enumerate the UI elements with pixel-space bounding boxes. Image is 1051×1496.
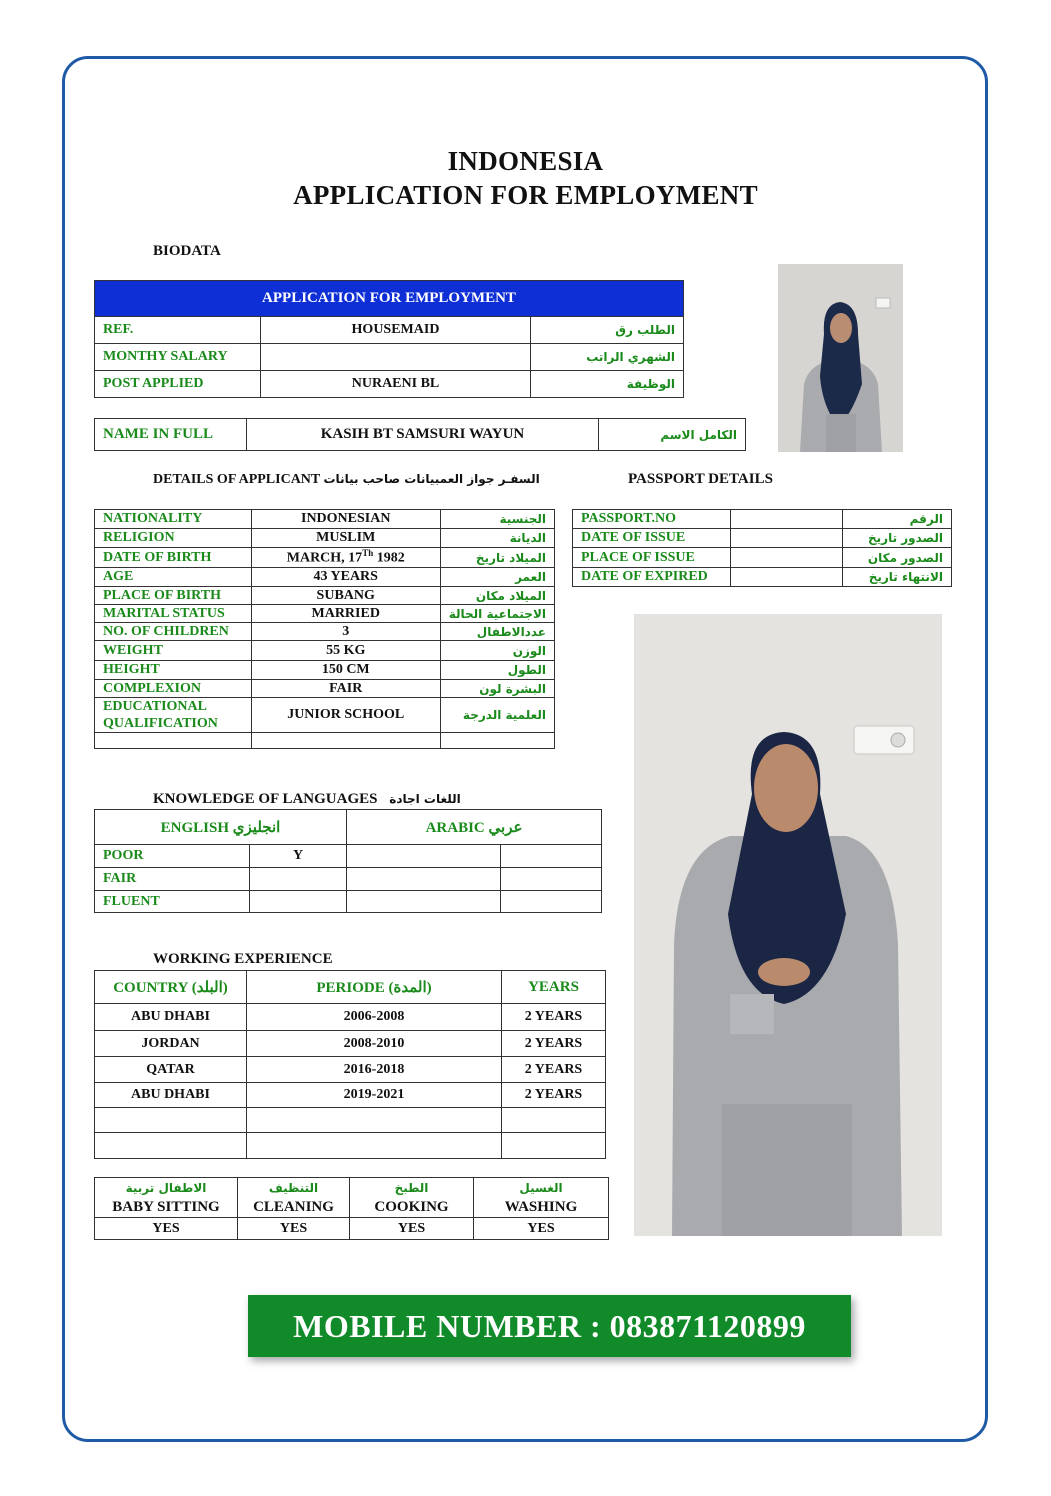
- skill-arabic: التنظيف: [238, 1178, 350, 1198]
- ref-value: HOUSEMAID: [261, 317, 531, 344]
- detail-value: MUSLIM: [251, 529, 440, 548]
- detail-empty: [440, 733, 554, 749]
- details-table: [94, 509, 555, 749]
- detail-value: 43 YEARS: [251, 568, 440, 587]
- skill-arabic: الغسيل: [474, 1178, 609, 1198]
- ref-arabic: الطلب رق: [531, 317, 684, 344]
- post-arabic: الوظيفة: [531, 371, 684, 398]
- lang-level: FLUENT: [95, 891, 250, 913]
- languages-title: KNOWLEDGE OF LANGUAGES اللغات اجادة: [153, 791, 461, 807]
- lang-arabic-b: [501, 868, 602, 891]
- detail-label: WEIGHT: [95, 641, 252, 661]
- passport-value: [731, 548, 843, 568]
- passport-table: [572, 509, 952, 587]
- arabic-header: ARABIC عربي: [347, 810, 602, 845]
- detail-label: MARITAL STATUS: [95, 605, 252, 623]
- detail-value: MARRIED: [251, 605, 440, 623]
- detail-empty: [95, 733, 252, 749]
- passport-arabic: الصدور تاريخ: [843, 529, 952, 548]
- english-header: ENGLISH انجليزي: [95, 810, 347, 845]
- detail-value: 150 CM: [251, 661, 440, 680]
- salary-value: [261, 344, 531, 371]
- detail-label: COMPLEXION: [95, 680, 252, 698]
- detail-label: PLACE OF BIRTH: [95, 587, 252, 605]
- exp-empty: [502, 1108, 606, 1133]
- exp-empty: [95, 1108, 247, 1133]
- exp-empty: [502, 1133, 606, 1159]
- exp-years: 2 YEARS: [502, 1083, 606, 1108]
- detail-value: JUNIOR SCHOOL: [251, 698, 440, 733]
- detail-value: 55 KG: [251, 641, 440, 661]
- detail-arabic: العلمية الدرجة: [440, 698, 554, 733]
- detail-arabic: الديانة: [440, 529, 554, 548]
- detail-arabic: عددالاطفال: [440, 623, 554, 641]
- salary-arabic: الشهري الراتب: [531, 344, 684, 371]
- mobile-number-banner: MOBILE NUMBER : 083871120899: [248, 1295, 851, 1357]
- experience-table: [94, 970, 606, 1159]
- exp-country: QATAR: [95, 1057, 247, 1083]
- detail-arabic: البشرة لون: [440, 680, 554, 698]
- exp-header-period: PERIODE (المدة): [247, 971, 502, 1004]
- exp-years: 2 YEARS: [502, 1004, 606, 1031]
- detail-arabic: الجنسية: [440, 510, 554, 529]
- detail-label: EDUCATIONAL QUALIFICATION: [95, 698, 252, 733]
- exp-empty: [95, 1133, 247, 1159]
- detail-value: INDONESIAN: [251, 510, 440, 529]
- skill-arabic: الطبخ: [350, 1178, 474, 1198]
- detail-label: RELIGION: [95, 529, 252, 548]
- ref-label: REF.: [95, 317, 261, 344]
- lang-english: [250, 891, 347, 913]
- lang-arabic-b: [501, 845, 602, 868]
- lang-english: [250, 868, 347, 891]
- exp-years: 2 YEARS: [502, 1057, 606, 1083]
- detail-arabic: العمر: [440, 568, 554, 587]
- detail-value: FAIR: [251, 680, 440, 698]
- skill-value: YES: [238, 1218, 350, 1240]
- passport-arabic: الرقم: [843, 510, 952, 529]
- exp-period: 2008-2010: [247, 1031, 502, 1057]
- languages-arabic: اللغات اجادة: [389, 792, 461, 806]
- skill-label: WASHING: [474, 1198, 609, 1218]
- exp-empty: [247, 1108, 502, 1133]
- exp-period: 2019-2021: [247, 1083, 502, 1108]
- detail-value: MARCH, 17Th 1982: [251, 548, 440, 568]
- skills-table: [94, 1177, 609, 1240]
- salary-label: MONTHY SALARY: [95, 344, 261, 371]
- detail-label: DATE OF BIRTH: [95, 548, 252, 568]
- exp-country: JORDAN: [95, 1031, 247, 1057]
- detail-arabic: الوزن: [440, 641, 554, 661]
- detail-arabic: الاجتماعية الحالة: [440, 605, 554, 623]
- detail-label: NATIONALITY: [95, 510, 252, 529]
- passport-arabic: الانتهاء تاريخ: [843, 568, 952, 587]
- passport-value: [731, 568, 843, 587]
- name-value: KASIH BT SAMSURI WAYUN: [247, 419, 599, 451]
- detail-label: NO. OF CHILDREN: [95, 623, 252, 641]
- country-title: INDONESIA: [447, 146, 604, 176]
- lang-arabic-a: [347, 845, 501, 868]
- skill-value: YES: [350, 1218, 474, 1240]
- passport-label: DATE OF EXPIRED: [573, 568, 731, 587]
- exp-country: ABU DHABI: [95, 1083, 247, 1108]
- passport-label: DATE OF ISSUE: [573, 529, 731, 548]
- lang-level: FAIR: [95, 868, 250, 891]
- detail-empty: [251, 733, 440, 749]
- skill-label: CLEANING: [238, 1198, 350, 1218]
- post-value: NURAENI BL: [261, 371, 531, 398]
- detail-value: 3: [251, 623, 440, 641]
- detail-arabic: الميلاد مكان: [440, 587, 554, 605]
- exp-period: 2006-2008: [247, 1004, 502, 1031]
- name-label: NAME IN FULL: [95, 419, 247, 451]
- lang-arabic-a: [347, 868, 501, 891]
- exp-period: 2016-2018: [247, 1057, 502, 1083]
- passport-title: PASSPORT DETAILS: [628, 471, 773, 487]
- skill-arabic: الاطفال تربية: [95, 1178, 238, 1198]
- skill-value: YES: [474, 1218, 609, 1240]
- exp-years: 2 YEARS: [502, 1031, 606, 1057]
- name-table: [94, 418, 746, 451]
- applicant-photo-small: [778, 264, 903, 452]
- exp-header-country: COUNTRY (البلد): [95, 971, 247, 1004]
- skill-value: YES: [95, 1218, 238, 1240]
- lang-english: Y: [250, 845, 347, 868]
- application-table: [94, 280, 684, 398]
- passport-label: PLACE OF ISSUE: [573, 548, 731, 568]
- details-arabic: السفـر جواز العمبيانات صاحب بيانات: [323, 472, 540, 486]
- name-arabic: الكامل الاسم: [599, 419, 746, 451]
- detail-label: HEIGHT: [95, 661, 252, 680]
- passport-value: [731, 510, 843, 529]
- passport-value: [731, 529, 843, 548]
- exp-header-years: YEARS: [502, 971, 606, 1004]
- experience-title: WORKING EXPERIENCE: [153, 951, 333, 967]
- form-title: APPLICATION FOR EMPLOYMENT: [293, 180, 758, 210]
- detail-label: AGE: [95, 568, 252, 587]
- exp-country: ABU DHABI: [95, 1004, 247, 1031]
- detail-arabic: الطول: [440, 661, 554, 680]
- post-label: POST APPLIED: [95, 371, 261, 398]
- application-heading: APPLICATION FOR EMPLOYMENT: [95, 281, 684, 317]
- detail-value: SUBANG: [251, 587, 440, 605]
- details-title: DETAILS OF APPLICANT السفـر جواز العمبيانات صاحب بيانات: [153, 472, 540, 487]
- passport-arabic: الصدور مكان: [843, 548, 952, 568]
- biodata-label: BIODATA: [153, 243, 221, 259]
- lang-arabic-b: [501, 891, 602, 913]
- detail-arabic: الميلاد تاريخ: [440, 548, 554, 568]
- skill-label: BABY SITTING: [95, 1198, 238, 1218]
- languages-table: [94, 809, 602, 913]
- passport-label: PASSPORT.NO: [573, 510, 731, 529]
- lang-level: POOR: [95, 845, 250, 868]
- exp-empty: [247, 1133, 502, 1159]
- lang-arabic-a: [347, 891, 501, 913]
- skill-label: COOKING: [350, 1198, 474, 1218]
- applicant-photo-full: [634, 614, 942, 1236]
